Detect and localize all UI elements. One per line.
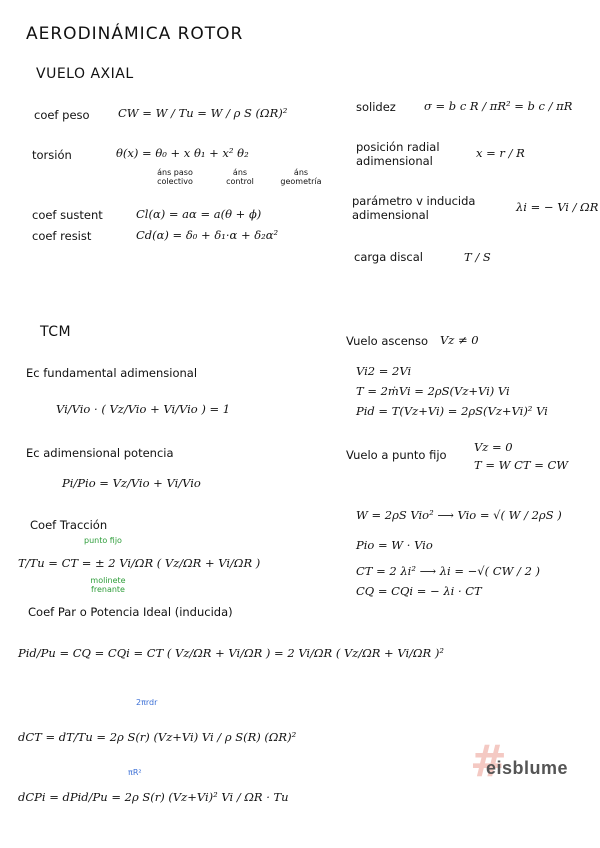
punto-fijo-eq-1: W = 2ρS Vio² ⟶ Vio = √( W / 2ρS ): [356, 508, 562, 522]
brand-logo: eisblume: [486, 758, 569, 778]
carga-discal-label: carga discal: [354, 250, 423, 264]
punto-fijo-eq-3: CT = 2 λi² ⟶ λi = −√( CW / 2 ): [356, 564, 541, 578]
punto-fijo-eq-2: Pio = W · Vio: [356, 538, 433, 552]
carga-discal-equation: T / S: [464, 250, 491, 264]
torsion-label: torsión: [32, 148, 72, 162]
vuelo-ascenso-label: Vuelo ascenso: [346, 334, 429, 348]
dct-note-piR2: πR²: [128, 768, 142, 777]
section-vuelo-axial: VUELO AXIAL: [36, 66, 134, 82]
punto-fijo-cond-1: Vz = 0: [474, 440, 513, 454]
coef-sustent-label: coef sustent: [32, 208, 103, 222]
torsion-note-control: áns control: [226, 168, 254, 186]
brand-logo-mark: #: [470, 736, 507, 787]
traccion-note-punto-fijo: punto fijo: [84, 536, 122, 545]
torsion-equation: θ(x) = θ₀ + x θ₁ + x² θ₂: [116, 146, 249, 160]
coef-resist-equation: Cd(α) = δ₀ + δ₁·α + δ₂α²: [136, 228, 279, 242]
coef-sustent-equation: Cl(α) = aα = a(θ + ϕ): [136, 207, 262, 221]
ascenso-eq-2: T = 2ṁVi = 2ρS(Vz+Vi) Vi: [356, 384, 510, 398]
ascenso-eq-3: Pid = T(Vz+Vi) = 2ρS(Vz+Vi)² Vi: [356, 404, 548, 418]
parametro-equation: λi = − Vi / ΩR: [516, 200, 599, 214]
ec-potencia-label: Ec adimensional potencia: [26, 446, 174, 460]
coef-peso-label: coef peso: [34, 108, 90, 122]
coef-traccion-label: Coef Tracción: [30, 518, 108, 532]
coef-resist-label: coef resist: [32, 229, 92, 243]
posicion-radial-equation: x = r / R: [476, 146, 525, 160]
page-title: AERODINÁMICA ROTOR: [26, 24, 244, 44]
parametro-label: parámetro v inducida adimensional: [352, 194, 476, 222]
traccion-note-molinete: molinete frenante: [90, 576, 126, 594]
coef-peso-equation: CW = W / Tu = W / ρ S (ΩR)²: [118, 106, 288, 120]
ec-potencia-equation: Pi/Pio = Vz/Vio + Vi/Vio: [62, 476, 201, 490]
punto-fijo-cond-2: T = W CT = CW: [474, 458, 569, 472]
torsion-note-geometry: áns geometría: [280, 168, 322, 186]
solidez-equation: σ = b c R / πR² = b c / πR: [424, 99, 573, 113]
coef-par-label: Coef Par o Potencia Ideal (inducida): [28, 605, 233, 619]
dct-equation: dCT = dT/Tu = 2ρ S(r) (Vz+Vi) Vi / ρ S(R) (ΩR)²: [18, 730, 297, 744]
ascenso-eq-1: Vi2 = 2Vi: [356, 364, 412, 378]
posicion-radial-label: posición radial adimensional: [356, 140, 440, 168]
solidez-label: solidez: [356, 100, 396, 114]
section-tcm: TCM: [40, 324, 72, 340]
vuelo-punto-fijo-label: Vuelo a punto fijo: [346, 448, 447, 462]
ec-fundamental-equation: Vi/Vio · ( Vz/Vio + Vi/Vio ) = 1: [56, 402, 231, 416]
vuelo-ascenso-condition: Vz ≠ 0: [440, 333, 479, 347]
coef-traccion-equation: T/Tu = CT = ± 2 Vi/ΩR ( Vz/ΩR + Vi/ΩR ): [18, 556, 261, 570]
ec-fundamental-label: Ec fundamental adimensional: [26, 366, 198, 380]
dct-note-2pirdr: 2πrdr: [136, 698, 158, 707]
dcpi-equation: dCPi = dPid/Pu = 2ρ S(r) (Vz+Vi)² Vi / ΩR · Tu: [18, 790, 289, 804]
coef-par-equation: Pid/Pu = CQ = CQi = CT ( Vz/ΩR + Vi/ΩR ) = 2 Vi/ΩR ( Vz/ΩR + Vi/ΩR )²: [18, 646, 444, 660]
punto-fijo-eq-4: CQ = CQi = − λi · CT: [356, 584, 482, 598]
torsion-note-collective: áns paso colectivo: [157, 168, 193, 186]
